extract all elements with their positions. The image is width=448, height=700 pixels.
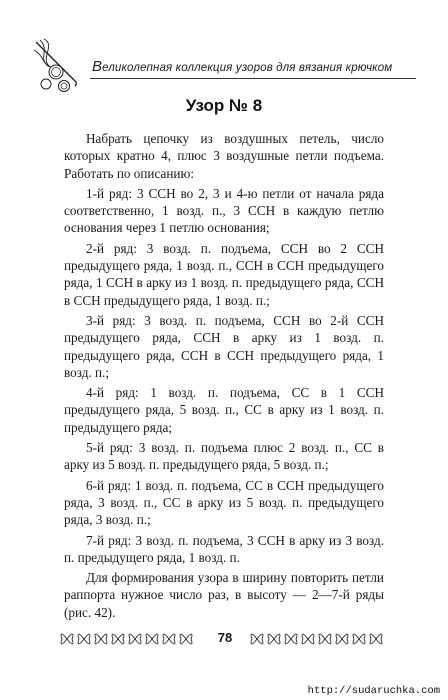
paragraph-row-6: 6-й ряд: 1 возд. п. подъема, СС в ССН предыдущего ряда, 3 возд. п., СС в арку из 5 возд. п. предыдущего ряда, 3 возд. п.; <box>64 477 384 528</box>
running-title: Великолепная коллекция узоров для вязания крючком <box>92 58 393 75</box>
header-rule <box>90 78 416 79</box>
paragraph-row-2: 2-й ряд: 3 возд. п. подъема, ССН во 2 ССН предыдущего ряда, 1 возд. п., ССН в ССН предыдущего ряда, 1 ССН в арку из 1 возд. п. предыдущего ряда, ССН в ССН предыдущего ряда, 1 возд. п.; <box>64 240 384 308</box>
paragraph-row-4: 4-й ряд: 1 возд. п. подъема, СС в 1 ССН предыдущего ряда, 5 возд. п., СС в арку из 1 возд. п. предыдущего ряда; <box>64 385 384 435</box>
crochet-hook-and-yarn-icon <box>30 36 82 96</box>
source-watermark: http://sudaruchka.com <box>307 685 440 697</box>
paragraph-row-1: 1-й ряд: 3 ССН во 2, 3 и 4-ю петли от начала ряда соответственно, 1 возд. п., 3 ССН в каждую петлю основания через 1 петлю основания; <box>64 185 384 236</box>
page-header <box>30 36 415 96</box>
paragraph-repeat: Для формирования узора в ширину повторить петли раппорта нужное число раз, в высоту — 2—7-й ряды (рис. 42). <box>64 570 384 620</box>
pattern-title: Узор № 8 <box>185 96 263 115</box>
page-number: 78 <box>217 630 233 645</box>
paragraph-row-7: 7-й ряд: 3 возд. п. подъема, 3 ССН в арку из 3 возд. п. предыдущего ряда, 1 возд. п. <box>64 532 384 565</box>
paragraph-row-5: 5-й ряд: 3 возд. п. подъема плюс 2 возд. п., СС в арку из 5 возд. п. предыдущего ряда, 5 возд. п.; <box>64 440 384 473</box>
page-footer <box>60 628 390 650</box>
butterfly-border-right <box>250 628 390 650</box>
paragraph-row-3: 3-й ряд: 3 возд. п. подъема, ССН во 2-й ССН предыдущего ряда, ССН в арку из 1 возд. п. предыдущего ряда, ССН в ССН предыдущего ряда, 1 возд. п.; <box>64 312 384 380</box>
paragraph-intro: Набрать цепочку из воздушных петель, число которых кратно 4, плюс 3 воздушные петли подъема. Работать по описанию: <box>64 131 384 181</box>
pattern-instructions <box>64 130 384 624</box>
